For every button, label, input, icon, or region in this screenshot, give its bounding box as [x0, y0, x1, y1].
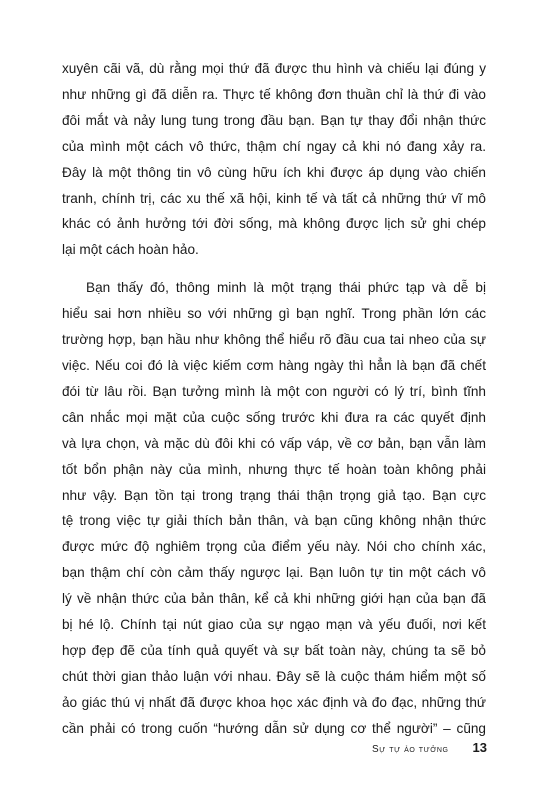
text-line: của mình một cách vô thức, thậm chí ngay cả khi nó đang xảy ra.: [62, 138, 486, 154]
paragraph-1: [62, 56, 486, 263]
text-line: hiểu sai hơn nhiều so với những gì bạn nghĩ. Trong phần lớn các: [62, 306, 486, 322]
paragraph-2: [62, 275, 486, 741]
text-line: tranh, chính trị, các xu thế xã hội, kinh tế và tất cả những thứ vĩ mô: [62, 190, 486, 206]
text-line: tốt bổn phận này của mình, nhưng thực tế hoàn toàn không phải: [62, 461, 486, 477]
text-line: bạn thậm chí còn cảm thấy ngược lại. Bạn luôn tự tin một cách vô: [62, 565, 486, 581]
text-line: như vậy. Bạn tồn tại trong trạng thái thận trọng giả tạo. Bạn cực: [62, 487, 486, 503]
text-line: lại một cách hoàn hảo.: [62, 242, 199, 258]
text-line: được mức độ nghiêm trọng của điểm yếu này. Nói cho chính xác,: [62, 539, 486, 555]
text-line: trường hợp, bạn hầu như không thể hiểu rõ đầu cua tai nheo của sự: [62, 332, 486, 348]
text-line: lý về nhận thức của bản thân, kể cả khi những giới hạn của bạn đã: [62, 591, 486, 607]
text-line: việc. Nếu coi đó là việc kiếm cơm hàng ngày thì hẳn là bạn đã chết: [62, 357, 486, 373]
running-title: Sự tự ảo tưởng: [372, 744, 449, 755]
text-line: và lựa chọn, và mặc dù đôi khi có vấp váp, về cơ bản, bạn vẫn làm: [62, 435, 486, 451]
text-line: như những gì đã diễn ra. Thực tế không đơn thuần chỉ là thứ đi vào: [62, 86, 486, 102]
text-line: cần phải có trong cuốn “hướng dẫn sử dụng cơ thể người” – cũng: [62, 720, 486, 736]
page-number: 13: [472, 740, 487, 755]
text-line: bị hé lộ. Chính tại nút giao của sự ngạo mạn và yếu đuối, nơi kết: [62, 617, 486, 633]
text-line: đôi mắt và nảy lung tung trong đầu bạn. Bạn tự thay đổi nhận thức: [62, 112, 486, 128]
text-line: ảo giác thú vị nhất đã được khoa học xác định và đo đạc, những thứ: [62, 694, 486, 710]
text-line: Đây là một thông tin vô cùng hữu ích khi được áp dụng vào chiến: [62, 164, 486, 180]
text-line: đói từ lâu rồi. Bạn tưởng mình là một con người có lý trí, bình tĩnh: [62, 383, 486, 399]
text-line: chút thời gian thảo luận với nhau. Đây sẽ là cuộc thám hiểm một số: [62, 668, 486, 684]
text-line: khác có ảnh hưởng tới đời sống, mà không được lịch sử ghi chép: [62, 216, 486, 232]
text-line: Bạn thấy đó, thông minh là một trạng thái phức tạp và dễ bị: [86, 280, 486, 296]
text-line: cân nhắc mọi mặt của cuộc sống trước khi đưa ra các quyết định: [62, 409, 486, 425]
text-line: tệ trong việc tự giải thích bản thân, và bạn cũng không nhận thức: [62, 513, 486, 529]
body-text: [62, 56, 486, 742]
page-footer: [0, 740, 487, 755]
text-line: xuyên cãi vã, dù rằng mọi thứ đã được thu hình và chiếu lại đúng y: [62, 61, 486, 76]
text-line: hợp đẹp đẽ của tính quả quyết và sự bất toàn này, chúng ta sẽ bỏ: [62, 642, 486, 658]
